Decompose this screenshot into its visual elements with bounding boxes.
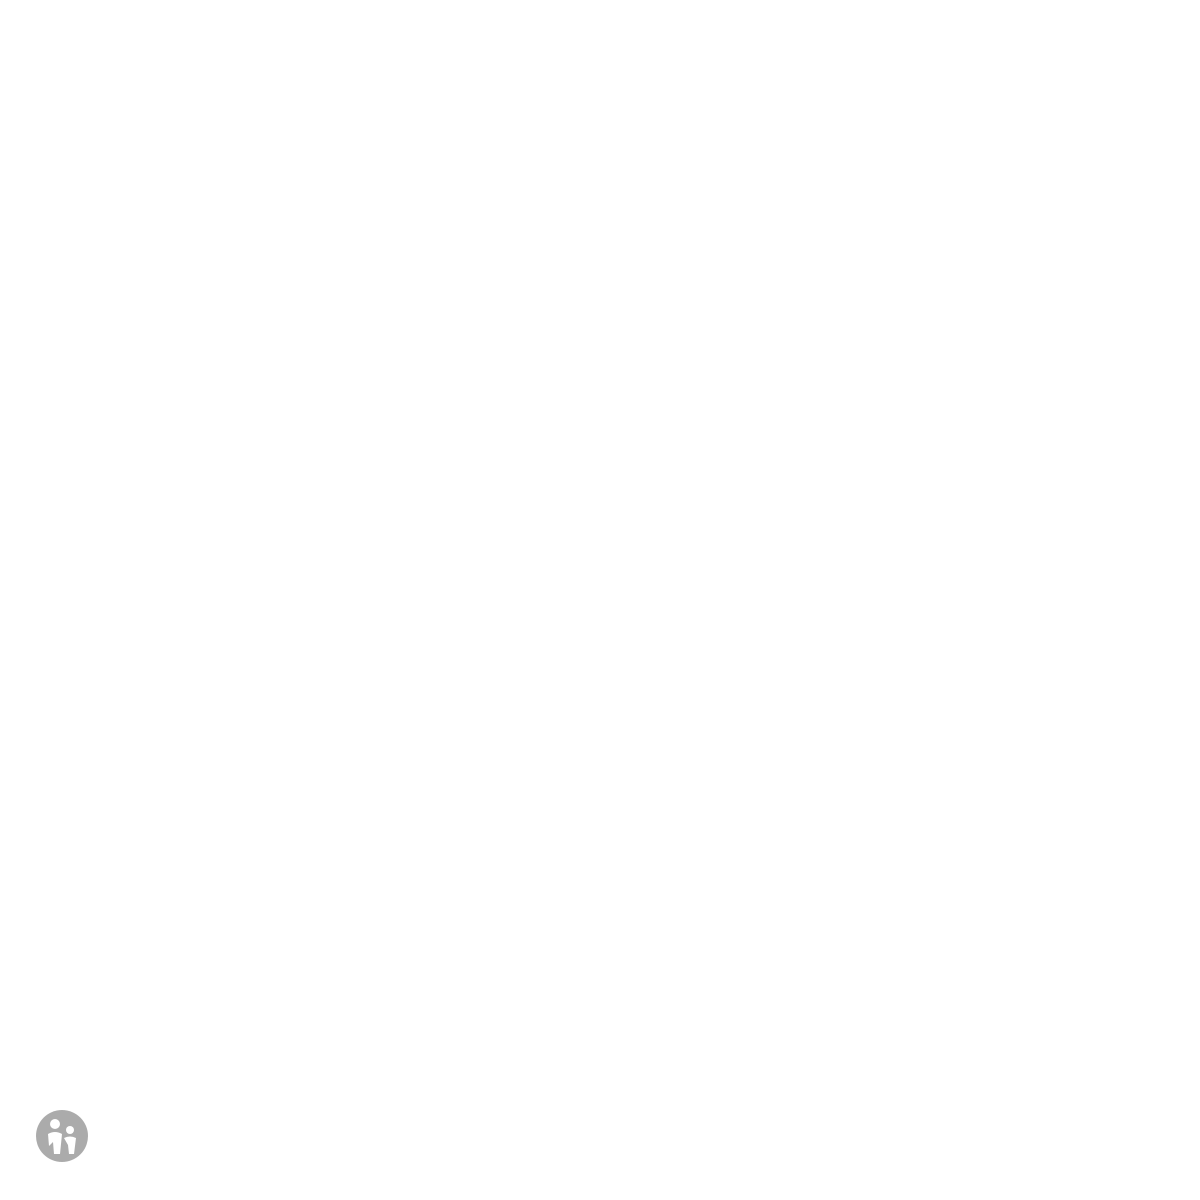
kaspi-logo-icon bbox=[36, 1110, 88, 1162]
kaspi-watermark bbox=[36, 1110, 88, 1162]
section-gap bbox=[352, 588, 885, 618]
body-text bbox=[352, 588, 885, 618]
